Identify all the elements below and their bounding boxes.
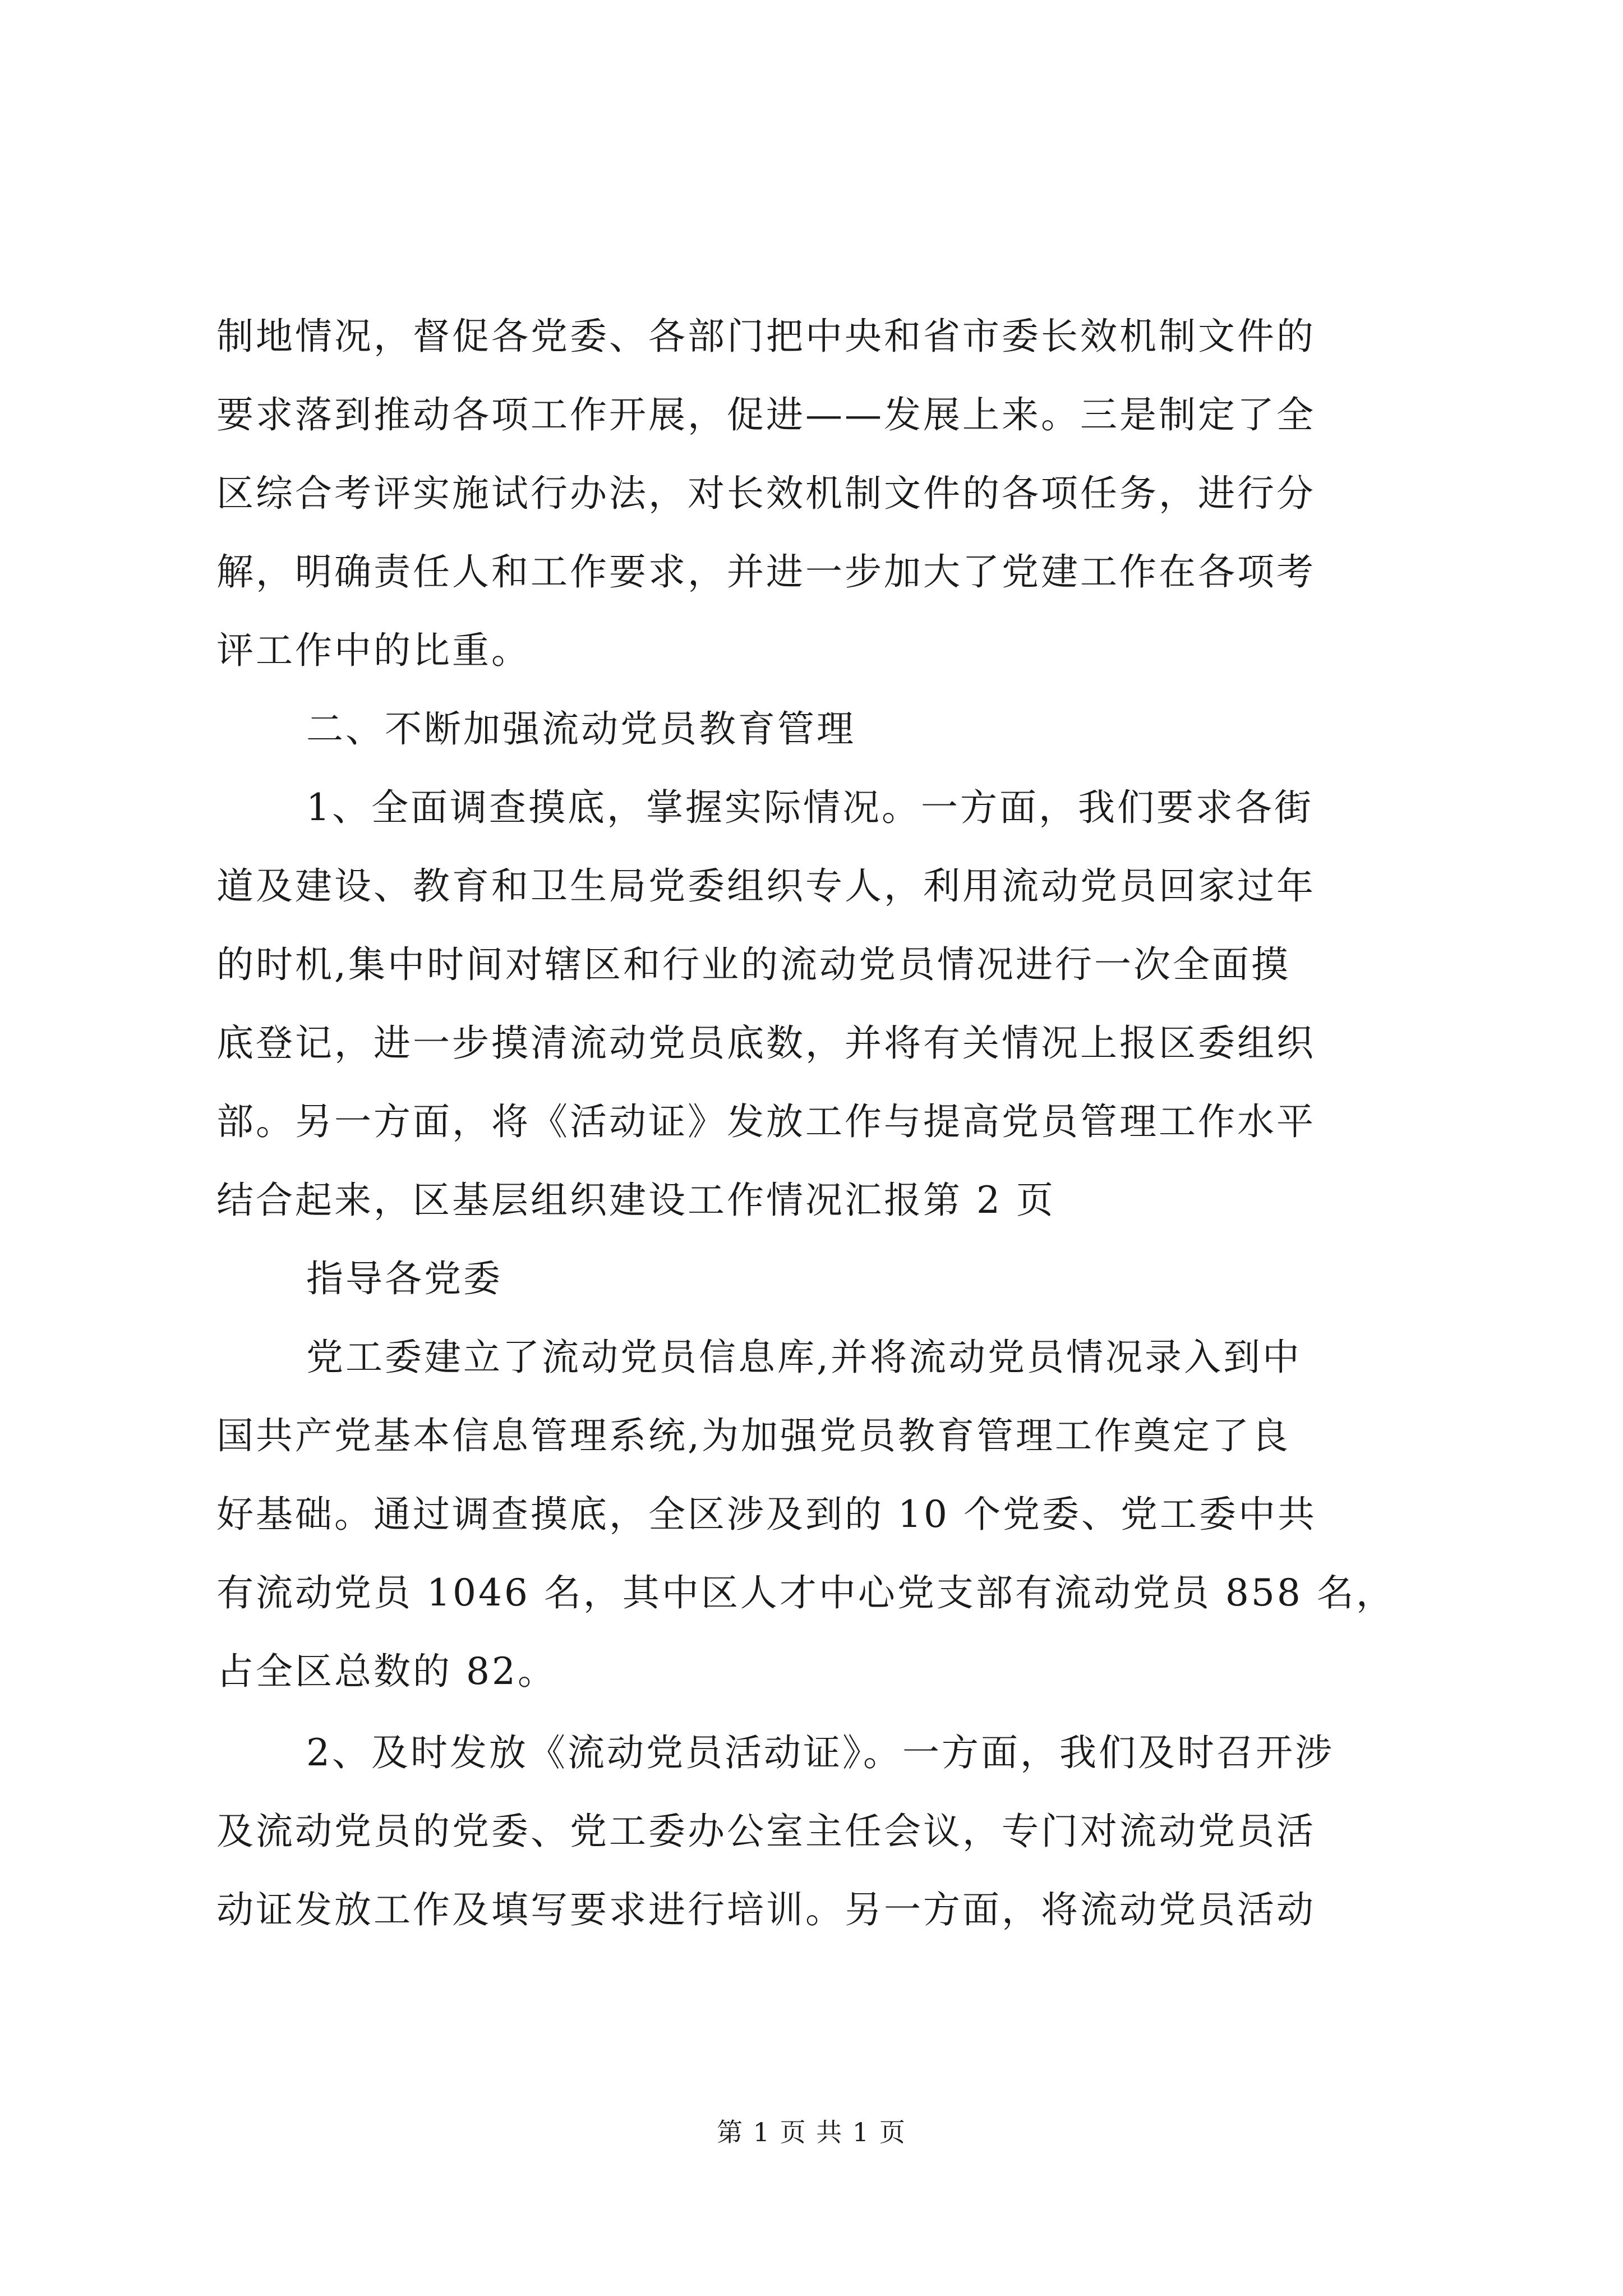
text-line: 底登记，进一步摸清流动党员底数，并将有关情况上报区委组织 [216,1022,1316,1065]
section-heading: 二、不断加强流动党员教育管理 [306,707,856,751]
text-line: 2、及时发放《流动党员活动证》。一方面，我们及时召开涉 [306,1731,1334,1774]
text-line: 及流动党员的党委、党工委办公室主任会议，专门对流动党员活 [216,1810,1316,1853]
text-line: 占全区总数的 82。 [216,1650,557,1693]
text-line: 好基础。通过调查摸底，全区涉及到的 10 个党委、党工委中共 [216,1493,1317,1536]
text-line: 部。另一方面，将《活动证》发放工作与提高党员管理工作水平 [216,1100,1316,1143]
text-line: 1、全面调查摸底，掌握实际情况。一方面，我们要求各街 [306,786,1313,829]
page-footer: 第 1 页 共 1 页 [717,2117,906,2147]
document-body [216,297,1411,1949]
text-line: 道及建设、教育和卫生局党委组织专人，利用流动党员回家过年 [216,864,1316,908]
text-line: 有流动党员 1046 名，其中区人才中心党支部有流动党员 858 名， [216,1571,1395,1614]
text-line: 制地情况，督促各党委、各部门把中央和省市委长效机制文件的 [216,315,1316,358]
text-line: 评工作中的比重。 [216,629,531,672]
text-line: 动证发放工作及填写要求进行培训。另一方面，将流动党员活动 [216,1888,1316,1931]
text-line: 党工委建立了流动党员信息库,并将流动党员情况录入到中 [306,1336,1302,1379]
text-line: 的时机,集中时间对辖区和行业的流动党员情况进行一次全面摸 [216,943,1290,986]
text-line: 指导各党委 [306,1257,502,1300]
text-line: 区综合考评实施试行办法，对长效机制文件的各项任务，进行分 [216,472,1316,515]
text-line: 要求落到推动各项工作开展，促进——发展上来。三是制定了全 [216,393,1316,436]
text-line: 结合起来，区基层组织建设工作情况汇报第 2 页 [216,1179,1055,1222]
text-line: 国共产党基本信息管理系统,为加强党员教育管理工作奠定了良 [216,1414,1290,1457]
text-line: 解，明确责任人和工作要求，并进一步加大了党建工作在各项考 [216,550,1316,593]
